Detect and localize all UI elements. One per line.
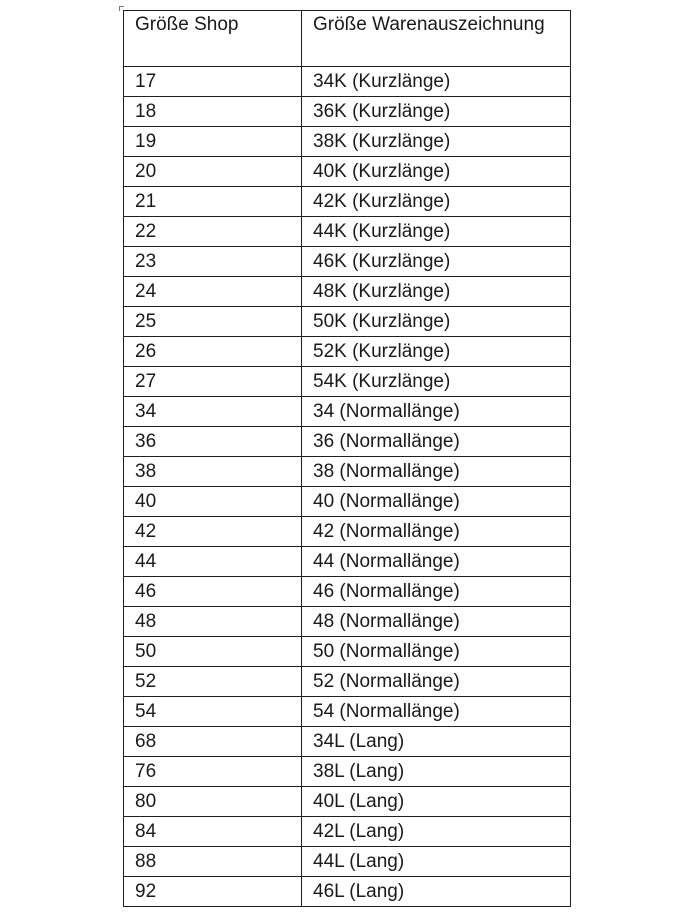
- label-size-cell: 54K (Kurzlänge): [302, 367, 571, 397]
- shop-size-cell: 22: [124, 217, 302, 247]
- table-row: [124, 877, 571, 907]
- shop-size-cell: 17: [124, 67, 302, 97]
- shop-size-cell: 80: [124, 787, 302, 817]
- label-size-cell: 42K (Kurzlänge): [302, 187, 571, 217]
- shop-size-cell: 52: [124, 667, 302, 697]
- table-row: [124, 157, 571, 187]
- table-row: [124, 277, 571, 307]
- table-row: [124, 607, 571, 637]
- shop-size-cell: 42: [124, 517, 302, 547]
- table-row: [124, 817, 571, 847]
- table-row: [124, 847, 571, 877]
- table-row: [124, 637, 571, 667]
- shop-size-cell: 21: [124, 187, 302, 217]
- label-size-cell: 50 (Normallänge): [302, 637, 571, 667]
- table-row: [124, 577, 571, 607]
- label-size-cell: 48K (Kurzlänge): [302, 277, 571, 307]
- label-size-cell: 46L (Lang): [302, 877, 571, 907]
- label-size-cell: 34L (Lang): [302, 727, 571, 757]
- shop-size-cell: 27: [124, 367, 302, 397]
- label-size-cell: 38L (Lang): [302, 757, 571, 787]
- label-size-cell: 52 (Normallänge): [302, 667, 571, 697]
- label-size-cell: 34K (Kurzlänge): [302, 67, 571, 97]
- label-size-cell: 38 (Normallänge): [302, 457, 571, 487]
- label-size-cell: 36K (Kurzlänge): [302, 97, 571, 127]
- shop-size-cell: 20: [124, 157, 302, 187]
- shop-size-cell: 40: [124, 487, 302, 517]
- shop-size-cell: 92: [124, 877, 302, 907]
- shop-size-cell: 26: [124, 337, 302, 367]
- shop-size-cell: 24: [124, 277, 302, 307]
- table-row: [124, 217, 571, 247]
- table-row: [124, 757, 571, 787]
- shop-size-cell: 23: [124, 247, 302, 277]
- table-row: [124, 307, 571, 337]
- shop-size-cell: 88: [124, 847, 302, 877]
- label-size-cell: 42L (Lang): [302, 817, 571, 847]
- shop-size-cell: 18: [124, 97, 302, 127]
- label-size-cell: 40L (Lang): [302, 787, 571, 817]
- table-row: [124, 97, 571, 127]
- header-label-size: Größe Warenauszeichnung: [302, 11, 571, 67]
- shop-size-cell: 50: [124, 637, 302, 667]
- size-conversion-table: [123, 10, 571, 907]
- shop-size-cell: 48: [124, 607, 302, 637]
- table-row: [124, 517, 571, 547]
- table-row: [124, 727, 571, 757]
- shop-size-cell: 84: [124, 817, 302, 847]
- label-size-cell: 40K (Kurzlänge): [302, 157, 571, 187]
- shop-size-cell: 76: [124, 757, 302, 787]
- shop-size-cell: 34: [124, 397, 302, 427]
- label-size-cell: 48 (Normallänge): [302, 607, 571, 637]
- shop-size-cell: 38: [124, 457, 302, 487]
- table-row: [124, 337, 571, 367]
- shop-size-cell: 68: [124, 727, 302, 757]
- table-row: [124, 787, 571, 817]
- label-size-cell: 44L (Lang): [302, 847, 571, 877]
- shop-size-cell: 54: [124, 697, 302, 727]
- table-row: [124, 247, 571, 277]
- table-row: [124, 187, 571, 217]
- table-row: [124, 667, 571, 697]
- table-row: [124, 697, 571, 727]
- shop-size-cell: 44: [124, 547, 302, 577]
- label-size-cell: 54 (Normallänge): [302, 697, 571, 727]
- label-size-cell: 44 (Normallänge): [302, 547, 571, 577]
- table-row: [124, 457, 571, 487]
- table-row: [124, 397, 571, 427]
- label-size-cell: 50K (Kurzlänge): [302, 307, 571, 337]
- table-body: [124, 67, 571, 907]
- table-row: [124, 547, 571, 577]
- label-size-cell: 46K (Kurzlänge): [302, 247, 571, 277]
- shop-size-cell: 36: [124, 427, 302, 457]
- label-size-cell: 52K (Kurzlänge): [302, 337, 571, 367]
- shop-size-cell: 46: [124, 577, 302, 607]
- table-row: [124, 367, 571, 397]
- shop-size-cell: 25: [124, 307, 302, 337]
- table-row: [124, 127, 571, 157]
- shop-size-cell: 19: [124, 127, 302, 157]
- label-size-cell: 42 (Normallänge): [302, 517, 571, 547]
- table-row: [124, 427, 571, 457]
- label-size-cell: 36 (Normallänge): [302, 427, 571, 457]
- table-row: [124, 487, 571, 517]
- label-size-cell: 40 (Normallänge): [302, 487, 571, 517]
- label-size-cell: 44K (Kurzlänge): [302, 217, 571, 247]
- table-row: [124, 67, 571, 97]
- header-shop-size: Größe Shop: [124, 11, 302, 67]
- table-header-row: [124, 11, 571, 67]
- label-size-cell: 38K (Kurzlänge): [302, 127, 571, 157]
- label-size-cell: 34 (Normallänge): [302, 397, 571, 427]
- label-size-cell: 46 (Normallänge): [302, 577, 571, 607]
